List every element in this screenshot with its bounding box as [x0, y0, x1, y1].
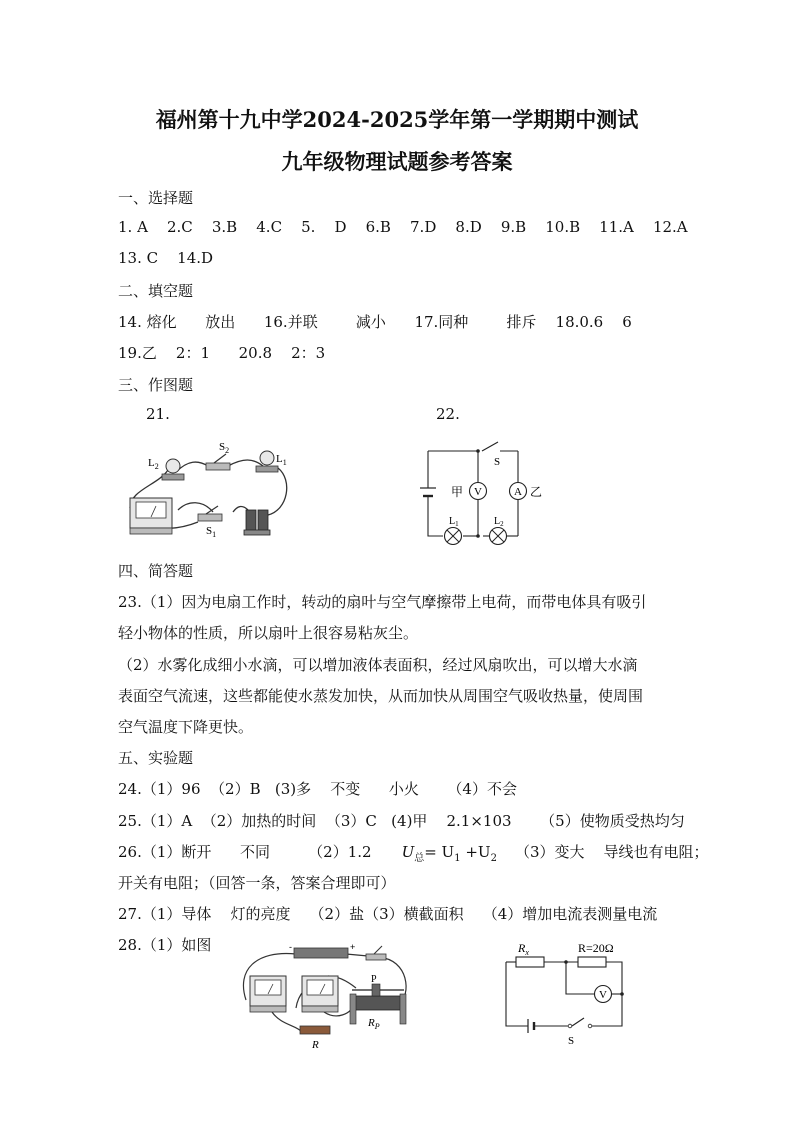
- answer-26-line1: 26.（1）断开 不同 （2）1.2 $U_总= U_1 +U_2$ （3）变大 导线也有电阻；: [118, 843, 709, 864]
- section-heading-choice: 一、选择题: [118, 189, 194, 207]
- ammeter: [250, 976, 286, 1012]
- resistor-bottom: [300, 1026, 330, 1034]
- lamp-l2: [162, 459, 184, 480]
- voltmeter: [302, 976, 338, 1012]
- switch-s-label: S: [568, 1035, 575, 1047]
- slider-p-label: P: [371, 974, 377, 985]
- page-title: 福州第十九中学2024-2025学年第一学期期中测试: [155, 107, 639, 132]
- section-heading-fill: 二、填空题: [118, 282, 194, 300]
- svg-text:-: -: [289, 942, 292, 952]
- resistor-rx-symbol: [516, 957, 544, 967]
- label-l1: $L_1$: [276, 453, 287, 467]
- voltmeter-label: V: [474, 486, 482, 498]
- answer-23-line3: （2）水雾化成细小水滴，可以增加液体表面积，经过风扇吹出，可以增大水滴: [118, 656, 638, 674]
- answer-23-line1: 23.（1）因为电扇工作时，转动的扇叶与空气摩擦带上电荷，而带电体具有吸引: [118, 593, 647, 611]
- resistor-20-symbol: [578, 957, 606, 967]
- label-s2: $S_2$: [219, 441, 230, 455]
- answer-27: 27.（1）导体 灯的亮度 （2）盐（3）横截面积 （4）增加电流表测量电流: [118, 905, 658, 923]
- svg-text:+: +: [350, 942, 356, 952]
- lamp-l1-symbol: [445, 528, 462, 545]
- rheostat-label: $R_P$: [368, 1017, 380, 1031]
- label-l2: $L_2$: [494, 516, 504, 528]
- answer-25: 25.（1）A （2）加热的时间 （3）C (4)甲 2.1×103 （5）使物质受热均匀: [118, 812, 685, 830]
- section-heading-experiment: 五、实验题: [118, 749, 194, 767]
- figure-22-schematic: [410, 438, 560, 550]
- label-l2: $L_2$: [148, 457, 159, 471]
- figure-21-circuit: [118, 430, 298, 545]
- battery-pack: [244, 510, 270, 535]
- choice-answers-line1: 1. A 2.C 3.B 4.C 5. D 6.B 7.D 8.D 9.B 10.B 11.A 12.A: [118, 218, 688, 236]
- answer-28-line1: 28.（1）如图: [118, 936, 212, 954]
- question-22-number: 22.: [436, 405, 460, 423]
- r20-label: R=20Ω: [578, 941, 614, 955]
- page-subtitle: 九年级物理试题参考答案: [281, 149, 513, 174]
- label-yi: 乙: [530, 485, 543, 499]
- ammeter: [130, 498, 172, 534]
- figure-28-schematic: [498, 938, 638, 1048]
- rheostat: [350, 984, 406, 1024]
- lamp-l1: [256, 451, 278, 472]
- answer-24: 24.（1）96 （2）B (3)多 不变 小火 （4）不会: [118, 780, 517, 798]
- answer-23-line5: 空气温度下降更快。: [118, 718, 254, 736]
- fill-answers-line1: 14. 熔化 放出 16.并联 减小 17.同种 排斥 18.0.6 6: [118, 313, 632, 331]
- resistor-r-label: R: [312, 1039, 319, 1051]
- section-heading-drawing: 三、作图题: [118, 376, 194, 394]
- answer-26-line2: 开关有电阻；（回答一条，答案合理即可）: [118, 874, 396, 892]
- label-jia: 甲: [451, 485, 464, 499]
- voltmeter-label: V: [599, 989, 607, 1001]
- switch-s2: [206, 454, 230, 470]
- switch: [366, 946, 386, 960]
- ammeter-label: A: [514, 486, 522, 498]
- rx-label: $R_x$: [518, 941, 529, 957]
- answer-23-line4: 表面空气流速，这些都能使水蒸发加快，从而加快从周围空气吸收热量，使周围: [118, 687, 644, 705]
- lamp-l2-symbol: [490, 528, 507, 545]
- label-l1: $L_1$: [449, 516, 459, 528]
- question-21-number: 21.: [146, 405, 170, 423]
- answer-23-line2: 轻小物体的性质，所以扇叶上很容易粘灰尘。: [118, 624, 419, 642]
- section-heading-short: 四、简答题: [118, 562, 194, 580]
- figure-28-physical: [236, 940, 416, 1052]
- resistor-top: [294, 948, 348, 958]
- choice-answers-line2: 13. C 14.D: [118, 249, 214, 267]
- label-s1: $S_1$: [206, 525, 217, 539]
- switch-s-label: S: [494, 456, 501, 468]
- fill-answers-line2: 19.乙 2：1 20.8 2：3: [118, 344, 326, 362]
